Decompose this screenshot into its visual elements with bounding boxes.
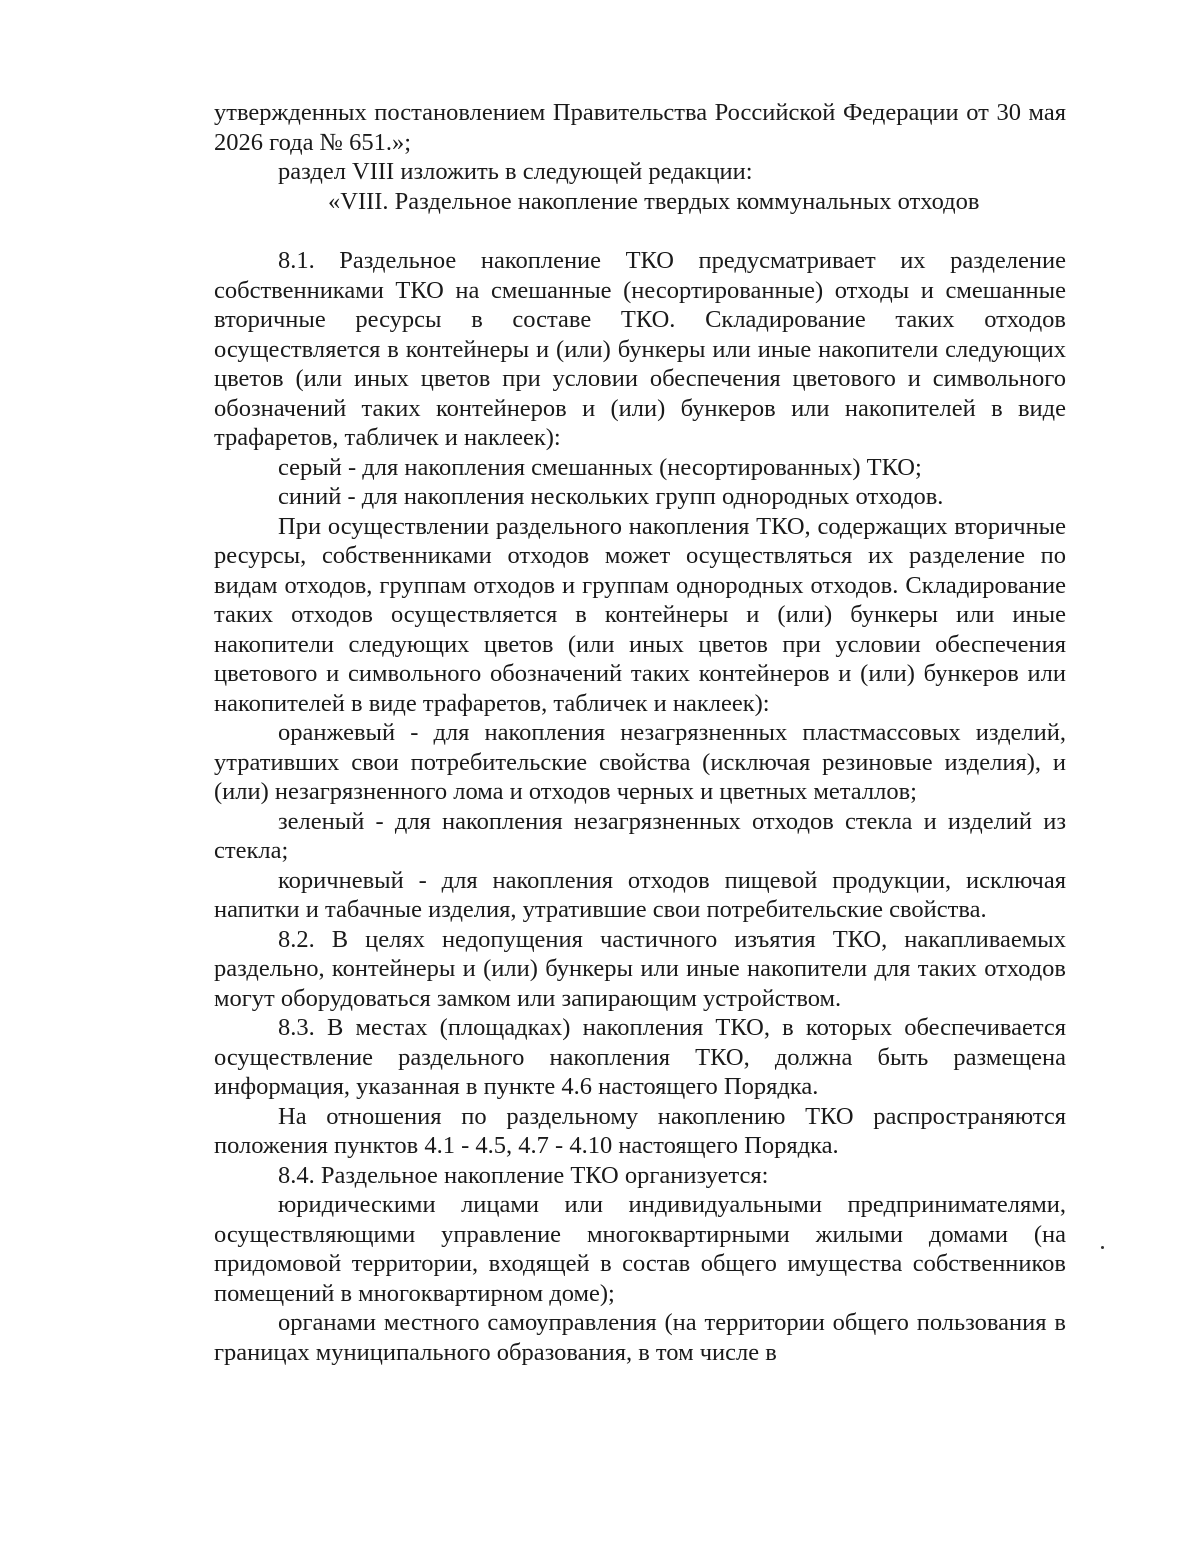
paragraph-continuation: утвержденных постановлением Правительства Российской Федерации от 30 мая 2026 года № 651.»; bbox=[214, 99, 1066, 156]
paragraph-legal-entities: юридическими лицами или индивидуальными предпринимателями, осуществляющими управление многоквартирными жилыми домами (на придомовой территории, входящей в состав общего имущества собственников помещений в многоквартирном доме); bbox=[214, 1191, 1066, 1307]
document-page bbox=[214, 98, 1066, 1367]
paragraph-orange-bin: оранжевый - для накопления незагрязненных пластмассовых изделий, утративших свои потребительские свойства (исключая резиновые изделия), и (или) незагрязненного лома и отходов черных и цветных металлов; bbox=[214, 719, 1066, 805]
paragraph-section-instruction: раздел VIII изложить в следующей редакции: bbox=[278, 158, 753, 185]
paragraph-8-3: 8.3. В местах (площадках) накопления ТКО, в которых обеспечивается осуществление раздельного накопления ТКО, должна быть размещена информация, указанная в пункте 4.6 настоящего Порядка. bbox=[214, 1014, 1066, 1100]
paragraph-brown-bin: коричневый - для накопления отходов пищевой продукции, исключая напитки и табачные изделия, утратившие свои потребительские свойства. bbox=[214, 866, 1066, 923]
paragraph-local-government: органами местного самоуправления (на территории общего пользования в границах муниципального образования, в том числе в bbox=[214, 1309, 1066, 1366]
paragraph-8-2: 8.2. В целях недопущения частичного изъятия ТКО, накапливаемых раздельно, контейнеры и (или) бункеры или иные накопители для таких отходов могут оборудоваться замком или запирающим устройством. bbox=[214, 925, 1066, 1012]
paragraph-8-4: 8.4. Раздельное накопление ТКО организуется: bbox=[278, 1161, 769, 1189]
paragraph-grey-bin: серый - для накопления смешанных (несортированных) ТКО; bbox=[278, 453, 922, 481]
paragraph-8-1: 8.1. Раздельное накопление ТКО предусматривает их разделение собственниками ТКО на смешанные (несортированные) отходы и смешанные вторичные ресурсы в составе ТКО. Складирование таких отходов осуществляется в контейнеры и (или) бункеры или иные накопители следующих цветов (или иных цветов при условии обеспечения цветового и символьного обозначений таких контейнеров и (или) бункеров или накопителей в виде трафаретов, табличек и наклеек): bbox=[214, 247, 1066, 451]
scan-speck bbox=[1101, 1246, 1104, 1249]
paragraph-blue-bin: синий - для накопления нескольких групп однородных отходов. bbox=[278, 483, 944, 510]
paragraph-secondary-resources: При осуществлении раздельного накопления ТКО, содержащих вторичные ресурсы, собственниками отходов может осуществляться их разделение по видам отходов, группам отходов и группам однородных отходов. Складирование таких отходов осуществляется в контейнеры и (или) бункеры или иные накопители следующих цветов (или иных цветов при условии обеспечения цветового и символьного обозначений таких контейнеров и (или) бункеров или накопителей в виде трафаретов, табличек и наклеек): bbox=[214, 512, 1066, 717]
section-heading: «VIII. Раздельное накопление твердых коммунальных отходов bbox=[328, 187, 980, 215]
paragraph-applicable-provisions: На отношения по раздельному накоплению ТКО распространяются положения пунктов 4.1 - 4.5, 4.7 - 4.10 настоящего Порядка. bbox=[214, 1102, 1066, 1159]
paragraph-green-bin: зеленый - для накопления незагрязненных отходов стекла и изделий из стекла; bbox=[214, 807, 1066, 864]
